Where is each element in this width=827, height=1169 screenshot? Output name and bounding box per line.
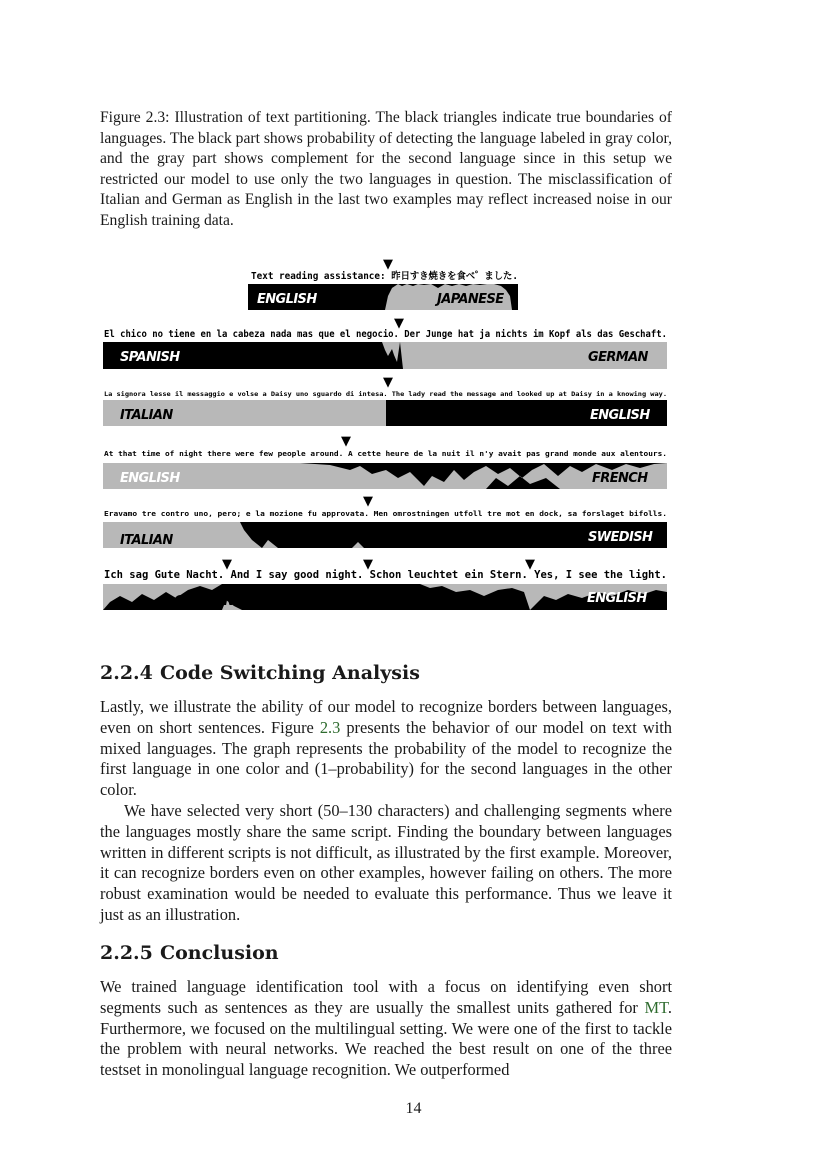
boundary-marker: ▼ <box>341 434 351 449</box>
strip-left-label: ENGLISH <box>257 292 317 307</box>
boundary-marker: ▼ <box>394 316 404 331</box>
strip-right-label: ENGLISH <box>587 591 647 606</box>
strip-sentence: Ich sag Gute Nacht. And I say good night. Schon leuchtet ein Stern. Yes, I see the light. <box>104 569 667 581</box>
boundary-marker: ▼ <box>222 557 232 572</box>
figure-label: Figure 2.3: <box>100 109 170 126</box>
strip-right-label: ENGLISH <box>590 408 650 423</box>
strip-sentence: El chico no tiene en la cabeza nada mas que el negocio. Der Junge hat ja nichts im Kopf als das Geschaft. <box>104 329 711 340</box>
section-title: Conclusion <box>160 942 279 964</box>
strip-right-label: GERMAN <box>588 350 648 365</box>
strip-left-label: ITALIAN <box>120 408 173 423</box>
section-heading-2-2-4 <box>100 662 420 684</box>
figure-reference-link[interactable]: 2.3 <box>319 717 341 737</box>
boundary-marker: ▼ <box>525 557 535 572</box>
paragraph: We trained language identification tool with a focus on identifying even short segments such as sentences as they are usually the smallest units gathered for MT. Furthermore, we focused on the multilingual setting. We were one of the first to tackle the problem with neural networks. We reached the best result on one of the three testset in monolingual language recognition. We outperformed <box>100 977 672 1080</box>
boundary-marker: ▼ <box>383 375 393 390</box>
strip-right-label: SWEDISH <box>588 530 653 545</box>
strip-right-label: FRENCH <box>592 471 648 486</box>
caption-text: Illustration of text partitioning. The black triangles indicate true boundaries of languages. The black part shows probability of detecting the language labeled in gray color, and the gray part shows complement for the second language since in this setup we restricted our model to use only the two languages in question. The misclassification of Italian and German as English in the last two examples may reflect increased noise in our English training data. <box>100 109 672 229</box>
strip-sentence: At that time of night there were few people around. A cette heure de la nuit il n'y avait pas grand monde aux alentours. <box>104 449 667 458</box>
strip-left-label: ITALIAN <box>120 533 173 548</box>
section-number: 2.2.5 <box>100 942 153 964</box>
boundary-marker: ▼ <box>363 494 373 509</box>
strip-sentence: Eravamo tre contro uno, pero; e la mozione fu approvata. Men omrostningen utfoll tre mot en dock, sa forslaget bifolls. <box>104 509 667 518</box>
section-2-2-4-body <box>100 697 672 926</box>
paragraph: Lastly, we illustrate the ability of our model to recognize borders between languages, even on short sentences. Figure 2.3 presents the behavior of our model on text with mixed languages. The graph represents the probability of the model to recognize the first language in one color and (1–probability) for the second languages in the other color. <box>100 697 672 800</box>
strip-left-label: ENGLISH <box>120 471 180 486</box>
section-number: 2.2.4 <box>100 662 153 684</box>
strip-left-label: SPANISH <box>120 350 180 365</box>
paragraph: We have selected very short (50–130 characters) and challenging segments where the languages mostly share the same script. Finding the boundary between languages written in different scripts is not difficult, as illustrated by the first example. Moreover, it can recognize borders even on other examples, however failing on others. The more robust examination would be needed to evaluate this performance. Thus we leave it just as an illustration. <box>100 800 672 924</box>
strip-right-label: JAPANESE <box>437 292 504 307</box>
mt-acronym-link[interactable]: MT <box>644 997 668 1017</box>
strip-sentence: La signora lesse il messaggio e volse a Daisy uno sguardo di intesa. The lady read the message and looked up at Daisy in a knowing way. <box>104 391 607 398</box>
strip-sentence: Text reading assistance: 昨日すき焼きを食べ゜ました. <box>251 271 526 282</box>
section-title: Code Switching Analysis <box>160 662 420 684</box>
boundary-marker: ▼ <box>363 557 373 572</box>
strip-left-label: GERMAN <box>174 594 234 609</box>
page-number: 14 <box>405 1100 422 1117</box>
section-heading-2-2-5 <box>100 942 279 964</box>
boundary-marker: ▼ <box>383 257 393 272</box>
section-2-2-5-body <box>100 977 672 1081</box>
